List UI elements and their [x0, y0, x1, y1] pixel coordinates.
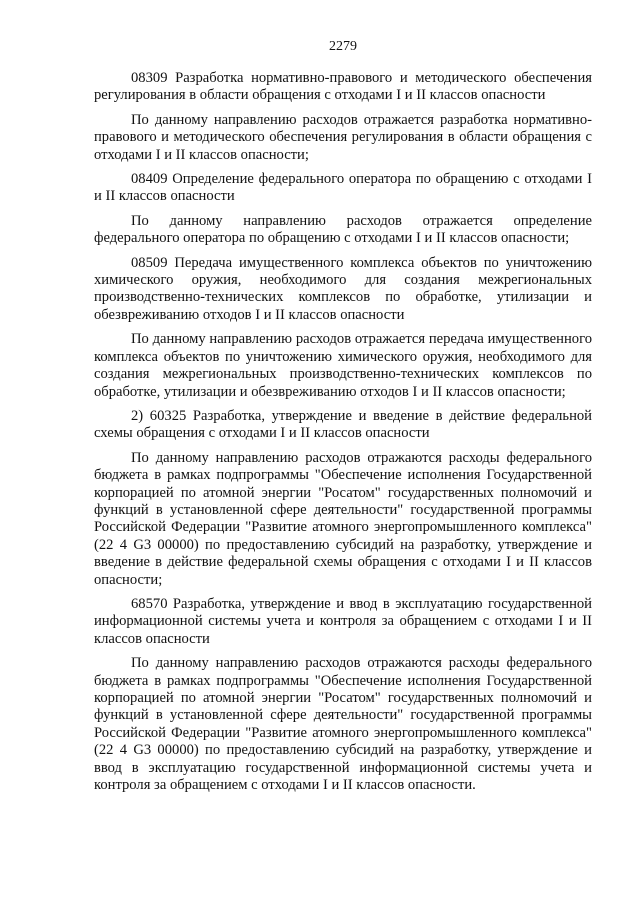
paragraph-08509-description: По данному направлению расходов отражается передача имущественного комплекса объектов по уничтожению химического оружия, необходимого для создания межрегиональных производственно-технических комплексов по обработке, утилизации и обезвреживанию отходов I и II классов опасности;	[94, 331, 592, 400]
paragraph-08509-heading: 08509 Передача имущественного комплекса объектов по уничтожению химического оружия, необходимого для создания межрегиональных производственно-технических комплексов по обработке, утилизации и обезвреживанию отходов I и II классов опасности	[94, 254, 592, 323]
paragraph-08409-heading: 08409 Определение федерального оператора по обращению с отходами I и II классов опасности	[94, 171, 592, 205]
paragraph-08309-description: По данному направлению расходов отражается разработка нормативно-правового и методического обеспечения регулирования в области обращения с отходами I и II классов опасности;	[94, 111, 592, 163]
paragraph-68570-heading: 68570 Разработка, утверждение и ввод в эксплуатацию государственной информационной системы учета и контроля за обращением с отходами I и II классов опасности	[94, 595, 592, 647]
paragraph-68570-description: По данному направлению расходов отражаются расходы федерального бюджета в рамках подпрограммы "Обеспечение исполнения Государственной корпорацией по атомной энергии "Росатом" государственных полномочий и функций в установленной сфере деятельности" государственной программы Российской Федерации "Развитие атомного энергопромышленного комплекса" (22 4 G3 00000) по предоставлению субсидий на разработку, утверждение и ввод в эксплуатацию государственной информационной системы учета и контроля за обращением с отходами I и II классов опасности.	[94, 655, 592, 794]
paragraph-60325-heading: 2) 60325 Разработка, утверждение и введение в действие федеральной схемы обращения с отходами I и II классов опасности	[94, 407, 592, 442]
paragraph-08309-heading: 08309 Разработка нормативно-правового и методического обеспечения регулирования в области обращения с отходами I и II классов опасности	[94, 70, 592, 104]
page-number: 2279	[329, 39, 357, 54]
paragraph-60325-description: По данному направлению расходов отражаются расходы федерального бюджета в рамках подпрограммы "Обеспечение исполнения Государственной корпорацией по атомной энергии "Росатом" государственных полномочий и функций в установленной сфере деятельности" государственной программы Российской Федерации "Развитие атомного энергопромышленного комплекса" (22 4 G3 00000) по предоставлению субсидий на разработку, утверждение и введение в действие федеральной схемы обращения с отходами I и II классов опасности;	[94, 449, 592, 588]
document-body	[94, 70, 592, 794]
paragraph-08409-description: По данному направлению расходов отражается определение федерального оператора по обращению с отходами I и II классов опасности;	[94, 212, 592, 247]
